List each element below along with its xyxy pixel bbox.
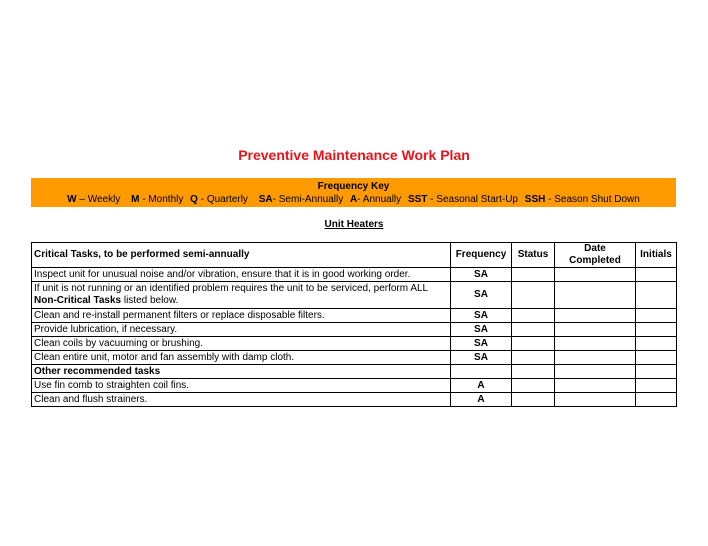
subheading-other-tasks: Other recommended tasks <box>32 365 451 379</box>
initials-cell[interactable] <box>636 337 677 351</box>
freq-item-seasonal-start-up: SST - Seasonal Start-Up <box>407 194 518 205</box>
status-cell <box>512 365 555 379</box>
status-cell[interactable] <box>512 323 555 337</box>
freq-item-semi-annually: SA- Semi-Annually <box>258 194 344 205</box>
header-critical-tasks: Critical Tasks, to be performed semi-annually <box>32 243 451 268</box>
date-completed-cell[interactable] <box>555 268 636 282</box>
date-completed-cell[interactable] <box>555 393 636 407</box>
table-row <box>32 309 677 323</box>
task-cell: Inspect unit for unusual noise and/or vibration, ensure that it is in good working order. <box>32 268 451 282</box>
freq-item-season-shut-down: SSH - Season Shut Down <box>524 194 640 205</box>
frequency-cell <box>451 365 512 379</box>
initials-cell[interactable] <box>636 282 677 309</box>
header-status: Status <box>512 243 555 268</box>
date-completed-cell[interactable] <box>555 379 636 393</box>
task-cell: Clean entire unit, motor and fan assembly with damp cloth. <box>32 351 451 365</box>
table-row <box>32 351 677 365</box>
task-cell: If unit is not running or an identified problem requires the unit to be serviced, perform ALL Non-Critical Tasks listed below. <box>32 282 451 309</box>
task-cell: Use fin comb to straighten coil fins. <box>32 379 451 393</box>
freq-item-weekly: W – Weekly <box>67 194 121 205</box>
table-row <box>32 323 677 337</box>
initials-cell[interactable] <box>636 268 677 282</box>
date-completed-cell[interactable] <box>555 309 636 323</box>
frequency-key-legend <box>31 193 676 206</box>
frequency-cell: SA <box>451 309 512 323</box>
frequency-cell: SA <box>451 351 512 365</box>
freq-item-monthly: M - Monthly <box>131 194 184 205</box>
table-row <box>32 268 677 282</box>
frequency-cell: SA <box>451 337 512 351</box>
frequency-cell: SA <box>451 268 512 282</box>
status-cell[interactable] <box>512 282 555 309</box>
non-critical-tasks-emphasis: Non-Critical Tasks <box>34 295 122 306</box>
date-completed-cell[interactable] <box>555 337 636 351</box>
task-cell: Clean and re-install permanent filters or replace disposable filters. <box>32 309 451 323</box>
task-cell: Provide lubrication, if necessary. <box>32 323 451 337</box>
frequency-key-title: Frequency Key <box>317 181 390 192</box>
header-initials: Initials <box>636 243 677 268</box>
header-date-completed: Date Completed <box>555 243 636 268</box>
status-cell[interactable] <box>512 393 555 407</box>
table-row <box>32 393 677 407</box>
date-completed-cell[interactable] <box>555 282 636 309</box>
frequency-cell: A <box>451 393 512 407</box>
initials-cell[interactable] <box>636 309 677 323</box>
status-cell[interactable] <box>512 379 555 393</box>
frequency-cell: SA <box>451 323 512 337</box>
task-cell: Clean coils by vacuuming or brushing. <box>32 337 451 351</box>
initials-cell <box>636 365 677 379</box>
status-cell[interactable] <box>512 337 555 351</box>
freq-item-quarterly: Q - Quarterly <box>190 194 248 205</box>
status-cell[interactable] <box>512 309 555 323</box>
initials-cell[interactable] <box>636 351 677 365</box>
frequency-cell: SA <box>451 282 512 309</box>
status-cell[interactable] <box>512 268 555 282</box>
page-title: Preventive Maintenance Work Plan <box>238 147 470 163</box>
status-cell[interactable] <box>512 351 555 365</box>
table-subheading-row <box>32 365 677 379</box>
freq-item-annually: A- Annually <box>350 194 402 205</box>
section-heading: Unit Heaters <box>324 219 384 230</box>
table-row <box>32 337 677 351</box>
date-completed-cell[interactable] <box>555 323 636 337</box>
initials-cell[interactable] <box>636 323 677 337</box>
date-completed-cell[interactable] <box>555 351 636 365</box>
table-header-row <box>32 243 677 268</box>
table-row <box>32 282 677 309</box>
maintenance-task-table <box>31 242 677 407</box>
table-row <box>32 379 677 393</box>
frequency-key-banner <box>31 178 676 207</box>
date-completed-cell <box>555 365 636 379</box>
header-frequency: Frequency <box>451 243 512 268</box>
frequency-cell: A <box>451 379 512 393</box>
initials-cell[interactable] <box>636 393 677 407</box>
initials-cell[interactable] <box>636 379 677 393</box>
task-cell: Clean and flush strainers. <box>32 393 451 407</box>
